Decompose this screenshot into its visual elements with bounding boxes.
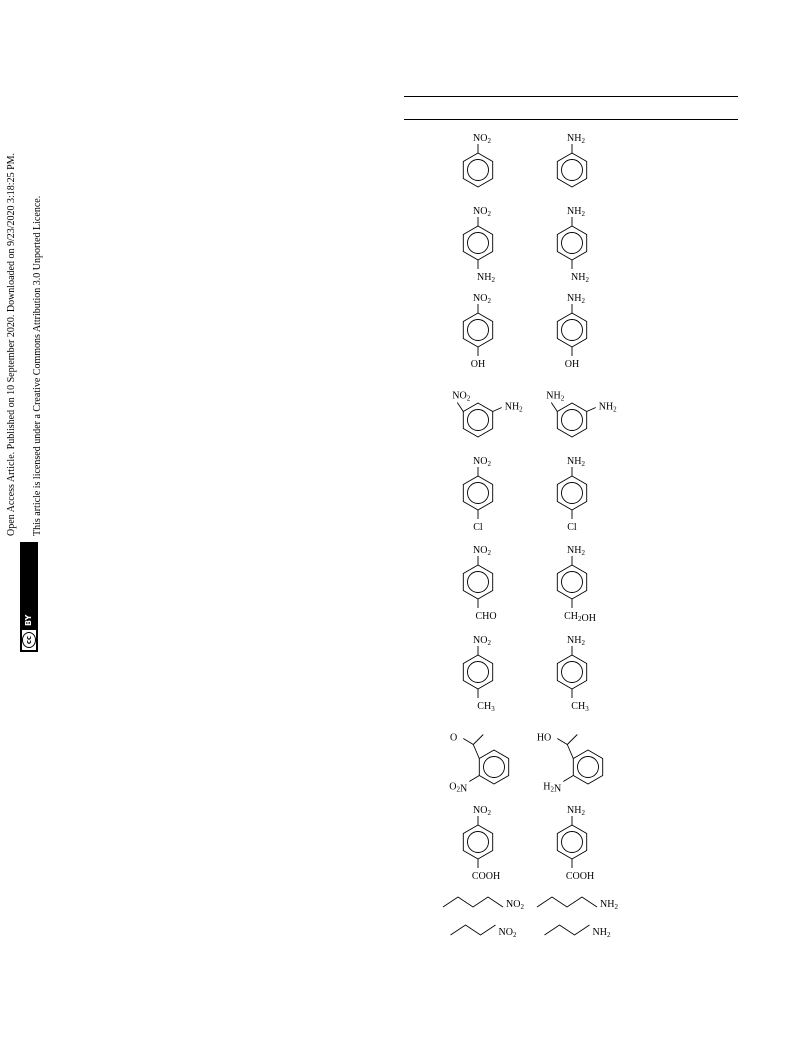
- substituent-label: $CH_3$: [477, 701, 495, 713]
- aromatic-circle: [562, 233, 583, 254]
- bond: [473, 735, 483, 745]
- bond: [563, 776, 573, 782]
- substituent-label: $NO_2$: [473, 206, 491, 218]
- structure-row-4-left: [452, 391, 523, 438]
- substituent-label: $NO_2$: [473, 133, 491, 145]
- structure-row-6-left: [463, 545, 496, 622]
- structure-row-8-right: [537, 733, 603, 795]
- structure-row-10-right: [537, 897, 618, 911]
- substituent-label: $NH_2$: [504, 401, 523, 414]
- structure-row-1-right: [557, 133, 586, 187]
- structure-row-1-left: [463, 133, 492, 187]
- substituent-label: $NH_2$: [600, 899, 618, 911]
- substituent-label: $NO_2$: [473, 293, 491, 305]
- substituent-label: $NH_2$: [567, 805, 585, 817]
- substituent-label: $NH_2$: [567, 456, 585, 468]
- structure-row-3-right: [557, 293, 586, 370]
- bond: [463, 739, 473, 745]
- substituent-label: $NO_2$: [498, 927, 517, 939]
- substituent-label: $CH_2OH$: [564, 611, 596, 624]
- aromatic-circle: [468, 410, 489, 431]
- substituent-label: $NO_2$: [473, 805, 491, 817]
- alkyl-chain: [545, 925, 590, 935]
- substituent-label: $O_2N$: [449, 781, 468, 795]
- substituent-label: $H_2N$: [543, 781, 562, 795]
- structure-row-7-left: [463, 635, 495, 713]
- structure-row-5-right: [557, 456, 586, 533]
- substituent-label: OH: [564, 359, 580, 370]
- structure-row-11-left: [451, 925, 517, 939]
- substituent-label: $NH_2$: [477, 272, 495, 284]
- aromatic-circle: [562, 410, 583, 431]
- aromatic-circle: [578, 757, 599, 778]
- aromatic-circle: [468, 483, 489, 504]
- aromatic-circle: [562, 160, 583, 181]
- substituent-label: HO: [536, 732, 552, 744]
- substituent-label: COOH: [565, 871, 595, 882]
- bond: [473, 745, 479, 759]
- bond: [567, 745, 573, 759]
- structure-row-3-left: [463, 293, 492, 370]
- structure-row-4-right: [546, 391, 617, 438]
- alkyl-chain: [451, 925, 496, 935]
- bond: [457, 403, 463, 412]
- by-label: BY: [24, 614, 33, 626]
- structure-row-11-right: [545, 925, 611, 939]
- substituent-label: $NO_2$: [473, 456, 491, 468]
- structure-row-5-left: [463, 456, 492, 533]
- structure-row-9-left: [463, 805, 500, 882]
- bond: [493, 408, 502, 412]
- substituent-label: $NO_2$: [452, 390, 471, 403]
- aromatic-circle: [468, 572, 489, 593]
- substituent-label: O: [450, 732, 458, 744]
- aromatic-circle: [484, 757, 505, 778]
- substituent-label: $NH_2$: [571, 272, 589, 284]
- license-notice[interactable]: This article is licensed under a Creative Commons Attribution 3.0 Unported Licence.: [32, 195, 43, 536]
- cc-icon: cc: [22, 632, 36, 648]
- aromatic-circle: [468, 160, 489, 181]
- substituent-label: $NO_2$: [473, 545, 491, 557]
- structure-row-7-right: [557, 635, 589, 713]
- substituent-label: $NH_2$: [546, 390, 565, 403]
- substituent-label: $NO_2$: [506, 899, 524, 911]
- substituent-label: OH: [470, 359, 486, 370]
- aromatic-circle: [562, 662, 583, 683]
- structure-row-8-left: [449, 733, 508, 795]
- bond: [469, 776, 479, 782]
- substituent-label: CHO: [475, 611, 497, 622]
- bond: [551, 403, 557, 412]
- bond: [587, 408, 596, 412]
- aromatic-circle: [562, 832, 583, 853]
- substituent-label: $NH_2$: [567, 293, 585, 305]
- substituent-label: $NO_2$: [473, 635, 491, 647]
- substituent-label: Cl: [567, 522, 577, 533]
- structure-row-9-right: [557, 805, 594, 882]
- substituent-label: $NH_2$: [567, 635, 585, 647]
- bond: [567, 735, 577, 745]
- substituent-label: Cl: [473, 522, 483, 533]
- aromatic-circle: [468, 320, 489, 341]
- aromatic-circle: [468, 832, 489, 853]
- aromatic-circle: [562, 572, 583, 593]
- alkyl-chain: [537, 897, 597, 907]
- structure-row-2-right: [557, 206, 589, 284]
- substituent-label: $NH_2$: [567, 545, 585, 557]
- aromatic-circle: [562, 483, 583, 504]
- aromatic-circle: [562, 320, 583, 341]
- aromatic-circle: [468, 233, 489, 254]
- publication-notice: Open Access Article. Published on 10 September 2020. Downloaded on 9/23/2020 3:18:25 PM.: [6, 152, 17, 536]
- substituent-label: $NH_2$: [592, 927, 611, 939]
- structure-row-10-left: [443, 897, 524, 911]
- structure-row-2-left: [463, 206, 495, 284]
- alkyl-chain: [443, 897, 503, 907]
- substituent-label: $NH_2$: [598, 401, 617, 414]
- aromatic-circle: [468, 662, 489, 683]
- substituent-label: $NH_2$: [567, 133, 585, 145]
- substituent-label: $NH_2$: [567, 206, 585, 218]
- substituent-label: COOH: [471, 871, 501, 882]
- bond: [557, 739, 567, 745]
- substituent-label: $CH_3$: [571, 701, 589, 713]
- structure-row-6-right: [557, 545, 596, 624]
